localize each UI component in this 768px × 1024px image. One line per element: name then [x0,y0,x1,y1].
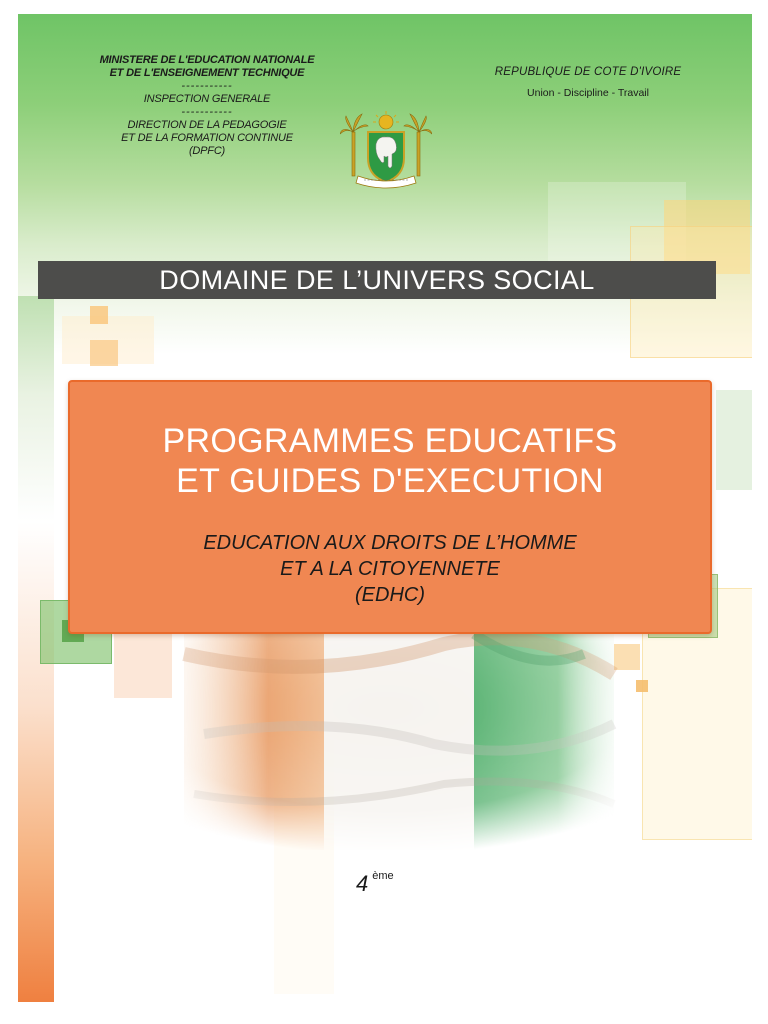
decor-square [90,340,118,366]
direction-acronym: (DPFC) [188,145,226,157]
decor-square [90,306,108,324]
ivory-coast-flag-image [114,614,658,850]
decor-square [716,390,752,490]
title-line1: PROGRAMMES EDUCATIFS [162,422,618,460]
title-box [68,380,712,634]
ministry-name-line1: MINISTERE DE L'EDUCATION NATIONALE [99,54,315,66]
grade-number: 4 [356,871,369,896]
subtitle-line2: ET A LA CITOYENNETE [280,558,500,580]
grade-level [356,870,394,897]
domain-title: DOMAINE DE L’UNIVERS SOCIAL [159,265,595,295]
grade-suffix: ème [372,870,394,882]
document-cover [18,14,752,1002]
coat-of-arms-elephant-icon [340,110,432,192]
republic-block [463,66,713,99]
separator: ----------- [181,80,233,92]
subtitle-line1: EDUCATION AUX DROITS DE L’HOMME [203,532,577,554]
ministry-name-line2: ET DE L'ENSEIGNEMENT TECHNIQUE [109,67,305,79]
republic-name: REPUBLIQUE DE COTE D'IVOIRE [494,66,682,78]
direction-line2: ET DE LA FORMATION CONTINUE [121,132,293,144]
separator: ----------- [181,106,233,118]
direction-line1: DIRECTION DE LA PEDAGOGIE [127,119,287,131]
republic-motto: Union - Discipline - Travail [527,87,649,99]
ministry-block [90,54,324,158]
subtitle-acronym: (EDHC) [355,584,425,606]
title-line2: ET GUIDES D'EXECUTION [176,462,604,500]
inspection-label: INSPECTION GENERALE [143,93,271,105]
